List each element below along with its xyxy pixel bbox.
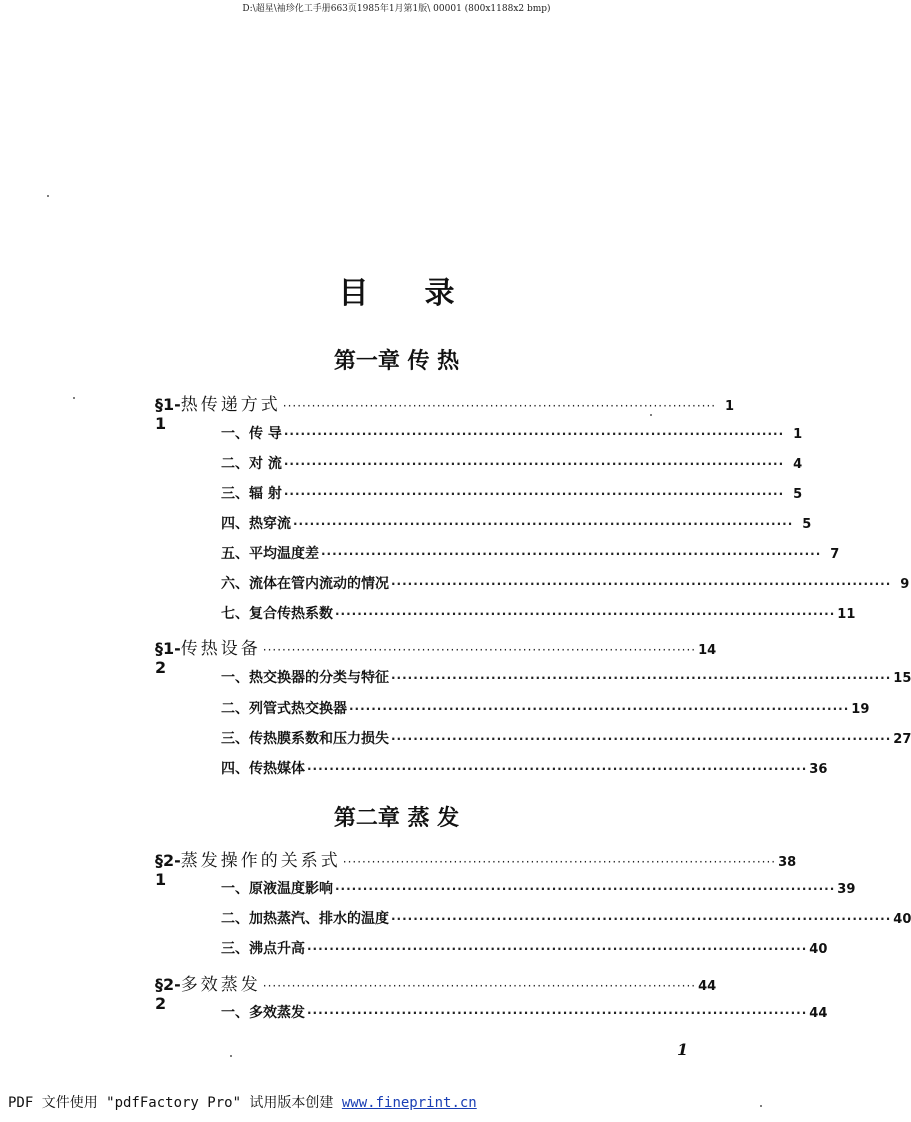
toc-item[interactable]: 三、传热膜系数和压力损失 ·························································································· 27 bbox=[221, 728, 707, 748]
item-title: 一、原液温度影响 bbox=[221, 881, 333, 897]
toc-item[interactable]: 四、传热媒体 ·························································································· 36 bbox=[221, 758, 707, 778]
scan-speck bbox=[760, 1105, 762, 1107]
toc-item[interactable]: 六、流体在管内流动的情况 ·························································································· 9 bbox=[221, 573, 707, 593]
item-title: 二、列管式热交换器 bbox=[221, 701, 347, 717]
pdf-footer bbox=[8, 1092, 477, 1112]
scan-speck bbox=[73, 397, 75, 399]
toc-item[interactable]: 三、辐 射 ·························································································· 5 bbox=[221, 483, 707, 503]
footer-link[interactable]: www.fineprint.cn bbox=[341, 1095, 477, 1111]
page-number: 5 bbox=[793, 487, 803, 502]
page-number: 11 bbox=[837, 607, 856, 622]
item-title: 一、热交换器的分类与特征 bbox=[221, 670, 389, 686]
scan-header: D:\超星\袖珍化工手册663页1985年1月第1版\ 00001 (800x1188x2 bmp) bbox=[242, 4, 551, 14]
scan-speck bbox=[47, 195, 49, 197]
item-title: 三、传热膜系数和压力损失 bbox=[221, 731, 389, 747]
toc-section[interactable]: §1-2 传热设备 ·························································································· 14 bbox=[155, 634, 707, 677]
item-title: 四、传热媒体 bbox=[221, 761, 305, 777]
page-number: 40 bbox=[809, 942, 828, 957]
page-number: 1 bbox=[793, 427, 803, 442]
page-number: 4 bbox=[793, 457, 803, 472]
page-number: 14 bbox=[698, 643, 717, 658]
title-char-1: 目 bbox=[338, 276, 369, 311]
section-title: 传热设备 bbox=[180, 639, 261, 659]
item-title: 七、复合传热系数 bbox=[221, 606, 333, 622]
item-title: 五、平均温度差 bbox=[221, 546, 319, 562]
section-title: 热传递方式 bbox=[180, 395, 281, 415]
toc-item[interactable]: 二、列管式热交换器 ·························································································· 19 bbox=[221, 698, 707, 718]
item-title: 三、沸点升高 bbox=[221, 941, 305, 957]
toc-item[interactable]: 一、传 导 ·························································································· 1 bbox=[221, 423, 707, 443]
toc-item[interactable]: 二、对 流 ·························································································· 4 bbox=[221, 453, 707, 473]
page-number: 1 bbox=[725, 399, 735, 414]
section-number: §2-2 bbox=[155, 975, 181, 1013]
section-title: 蒸发操作的关系式 bbox=[180, 851, 341, 871]
page-number: 5 bbox=[802, 517, 812, 532]
toc-item[interactable]: 五、平均温度差 ·························································································· 7 bbox=[221, 543, 707, 563]
page-title bbox=[0, 268, 793, 312]
toc-item[interactable]: 三、沸点升高 ·························································································· 40 bbox=[221, 938, 707, 958]
page-number: 15 bbox=[893, 671, 911, 686]
toc-item[interactable]: 一、原液温度影响 ·························································································· 39 bbox=[221, 878, 707, 898]
page-number: 9 bbox=[900, 577, 910, 592]
item-title: 一、传 导 bbox=[221, 426, 282, 442]
section-number: §2-1 bbox=[155, 851, 181, 889]
footer-text: PDF 文件使用 "pdfFactory Pro" 试用版本创建 bbox=[8, 1095, 342, 1111]
page-number: 27 bbox=[893, 732, 911, 747]
item-title: 六、流体在管内流动的情况 bbox=[221, 576, 389, 592]
page-number: 40 bbox=[893, 912, 911, 927]
page-folio: 1 bbox=[677, 1040, 689, 1059]
page-number: 44 bbox=[809, 1006, 828, 1021]
title-char-2: 录 bbox=[424, 276, 455, 311]
chapter-heading: 第一章 传 热 bbox=[333, 349, 460, 374]
page-number: 36 bbox=[809, 762, 828, 777]
chapter-heading: 第二章 蒸 发 bbox=[333, 806, 460, 831]
page-number: 19 bbox=[851, 702, 870, 717]
scan-speck bbox=[650, 414, 652, 416]
toc-item[interactable]: 二、加热蒸汽、排水的温度 ·························································································· 40 bbox=[221, 908, 707, 928]
page-number: 7 bbox=[830, 547, 840, 562]
item-title: 二、对 流 bbox=[221, 456, 282, 472]
toc-section[interactable]: §2-2 多效蒸发 ·························································································· 44 bbox=[155, 970, 707, 1013]
section-number: §1-2 bbox=[155, 639, 181, 677]
section-number: §1-1 bbox=[155, 395, 181, 433]
item-title: 二、加热蒸汽、排水的温度 bbox=[221, 911, 389, 927]
toc-item[interactable]: 一、热交换器的分类与特征 ·························································································· 15 bbox=[221, 667, 707, 687]
item-title: 三、辐 射 bbox=[221, 486, 282, 502]
toc-item[interactable]: 一、多效蒸发 ·························································································· 44 bbox=[221, 1002, 707, 1022]
scan-speck bbox=[230, 1055, 232, 1057]
item-title: 一、多效蒸发 bbox=[221, 1005, 305, 1021]
item-title: 四、热穿流 bbox=[221, 516, 291, 532]
page-number: 38 bbox=[778, 855, 797, 870]
toc-item[interactable]: 四、热穿流 ·························································································· 5 bbox=[221, 513, 707, 533]
page-number: 39 bbox=[837, 882, 856, 897]
toc-section[interactable]: §1-1 热传递方式 ·························································································· 1 bbox=[155, 390, 707, 433]
page-number: 44 bbox=[698, 979, 717, 994]
toc-section[interactable]: §2-1 蒸发操作的关系式 ·························································································· 38 bbox=[155, 846, 707, 889]
toc-item[interactable]: 七、复合传热系数 ·························································································· 11 bbox=[221, 603, 707, 623]
section-title: 多效蒸发 bbox=[180, 975, 261, 995]
